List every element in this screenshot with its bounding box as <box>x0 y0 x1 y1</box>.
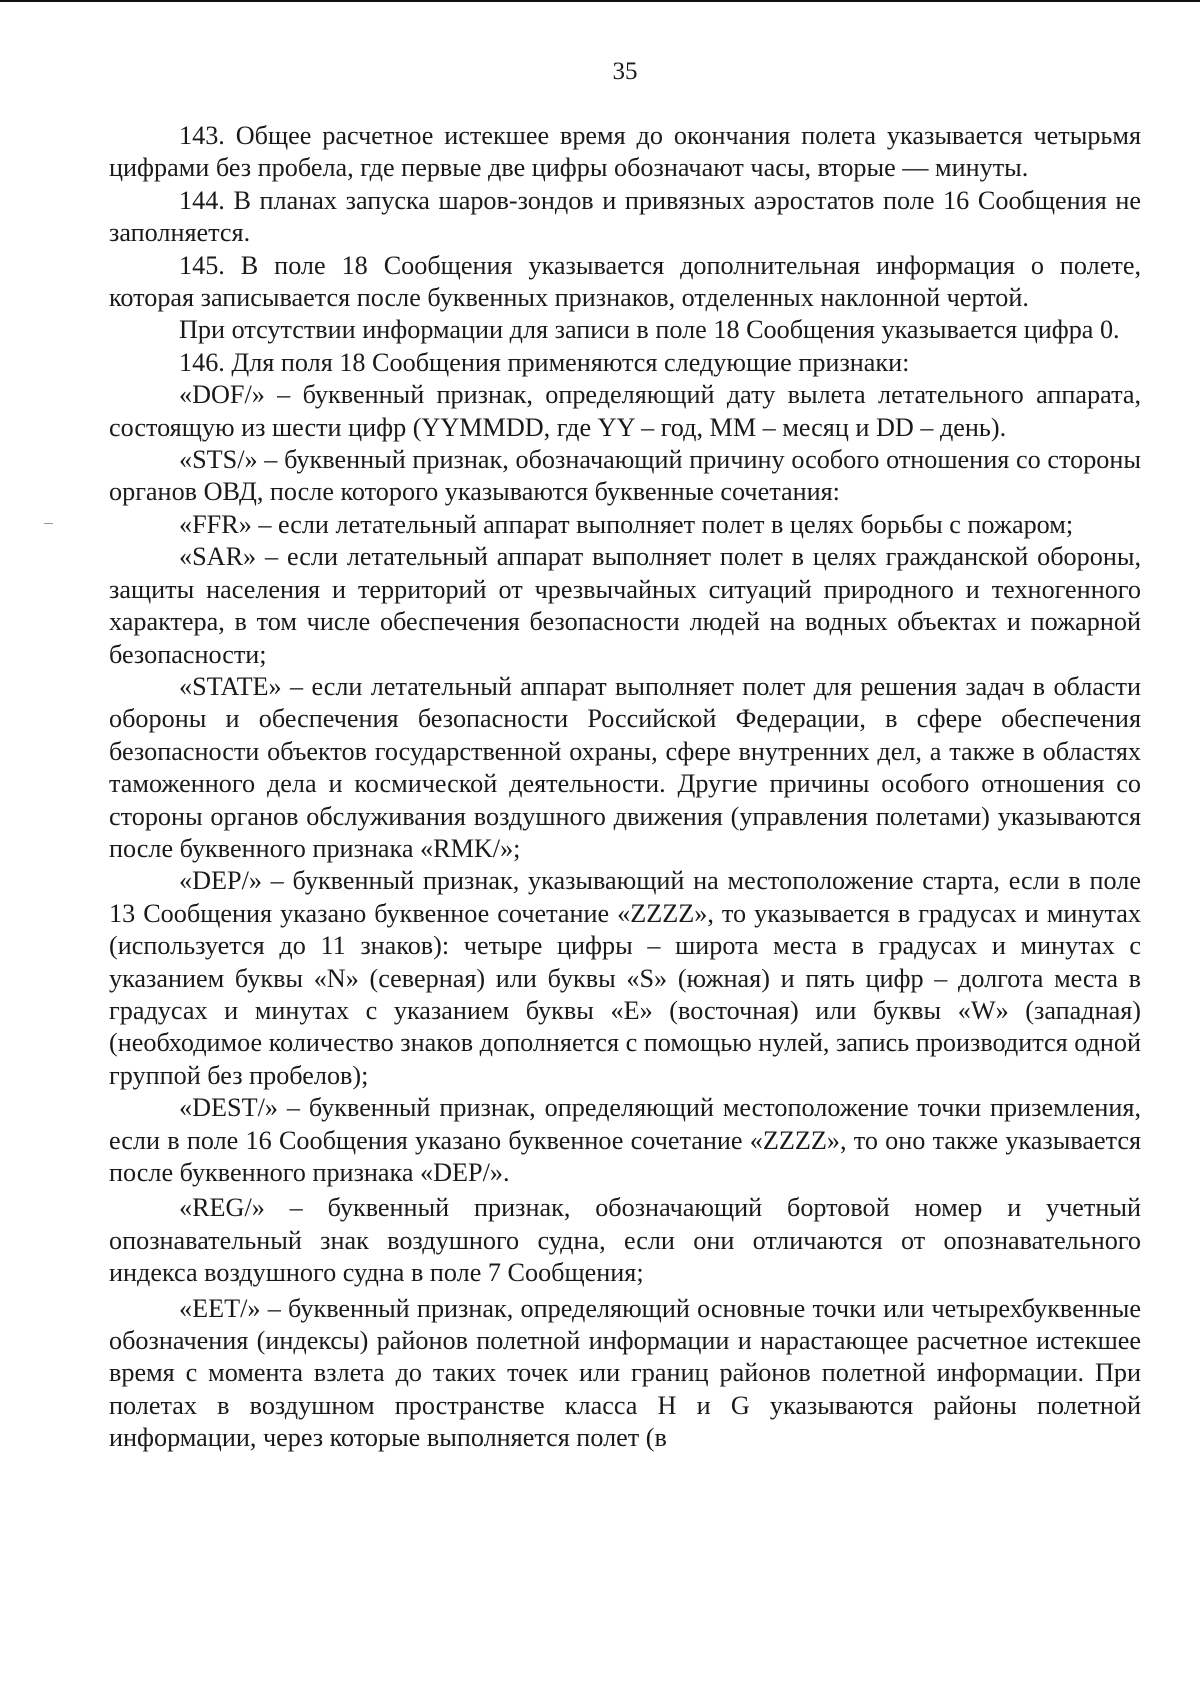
page-number: 35 <box>612 58 638 85</box>
paragraph-sar: «SAR» – если летательный аппарат выполняет полет в целях гражданской обороны, защиты населения и территорий от чрезвычайных ситуаций природного и техногенного характера, в том числе обеспечения безопасности людей на водных объектах и пожарной безопасности; <box>109 542 1141 669</box>
scan-margin-mark <box>44 523 53 524</box>
paragraph-143: 143. Общее расчетное истекшее время до окончания полета указывается четырьмя цифрами без пробела, где первые две цифры обозначают часы, вторые — минуты. <box>109 121 1141 183</box>
paragraph-dep: «DEP/» – буквенный признак, указывающий на местоположение старта, если в поле 13 Сообщения указано буквенное сочетание «ZZZZ», то указывается в градусах и минутах (используется до 11 знаков): четыре цифры – широта места в градусах и минутах с указанием буквы «N» (северная) или буквы «S» (южная) и пять цифр – долгота места в градусах и минутах с указанием буквы «E» (восточная) или буквы «W» (западная) (необходимое количество знаков дополняется с помощью нулей, запись производится одной группой без пробелов); <box>109 866 1141 1090</box>
paragraph-sts: «STS/» – буквенный признак, обозначающий причину особого отношения со стороны органов ОВД, после которого указываются буквенные сочетания: <box>109 445 1141 507</box>
paragraph-145: 145. В поле 18 Сообщения указывается дополнительная информация о полете, которая записывается после буквенных признаков, отделенных наклонной чертой. <box>109 250 1141 313</box>
paragraph-dof: «DOF/» – буквенный признак, определяющий дату вылета летательного аппарата, состоящую из шести цифр (YYMMDD, где YY – год, MM – месяц и DD – день). <box>109 380 1141 442</box>
paragraph-eet: «EET/» – буквенный признак, определяющий основные точки или четырехбуквенные обозначения (индексы) районов полетной информации и нарастающее расчетное истекшее время с момента взлета до таких точек или границ районов полетной информации. При полетах в воздушном пространстве класса H и G указываются районы полетной информации, через которые выполняется полет (в <box>109 1293 1141 1453</box>
paragraph-reg: «REG/» – буквенный признак, обозначающий бортовой номер и учетный опознавательный знак воздушного судна, если они отличаются от опознавательного индекса воздушного судна в поле 7 Сообщения; <box>109 1193 1141 1288</box>
paragraph-dest: «DEST/» – буквенный признак, определяющий местоположение точки приземления, если в поле 16 Сообщения указано буквенное сочетание «ZZZZ», то оно также указывается после буквенного признака «DEP/». <box>109 1093 1141 1187</box>
paragraph-state: «STATE» – если летательный аппарат выполняет полет для решения задач в области обороны и обеспечения безопасности Российской Федерации, в сфере обеспечения безопасности объектов государственной охраны, сфере внутренних дел, а также в областях таможенного дела и космической деятельности. Другие причины особого отношения со стороны органов обслуживания воздушного движения (управления полетами) указываются после буквенного признака «RMK/»; <box>109 671 1141 863</box>
scan-top-border <box>0 0 1200 2</box>
paragraph-145-absence-note: При отсутствии информации для записи в поле 18 Сообщения указывается цифра 0. <box>179 315 1120 345</box>
paragraph-144: 144. В планах запуска шаров-зондов и привязных аэростатов поле 16 Сообщения не заполняется. <box>109 185 1141 248</box>
paragraph-146: 146. Для поля 18 Сообщения применяются следующие признаки: <box>179 347 910 377</box>
document-body <box>109 120 1141 1455</box>
paragraph-ffr: «FFR» – если летательный аппарат выполняет полет в целях борьбы с пожаром; <box>179 509 1074 539</box>
